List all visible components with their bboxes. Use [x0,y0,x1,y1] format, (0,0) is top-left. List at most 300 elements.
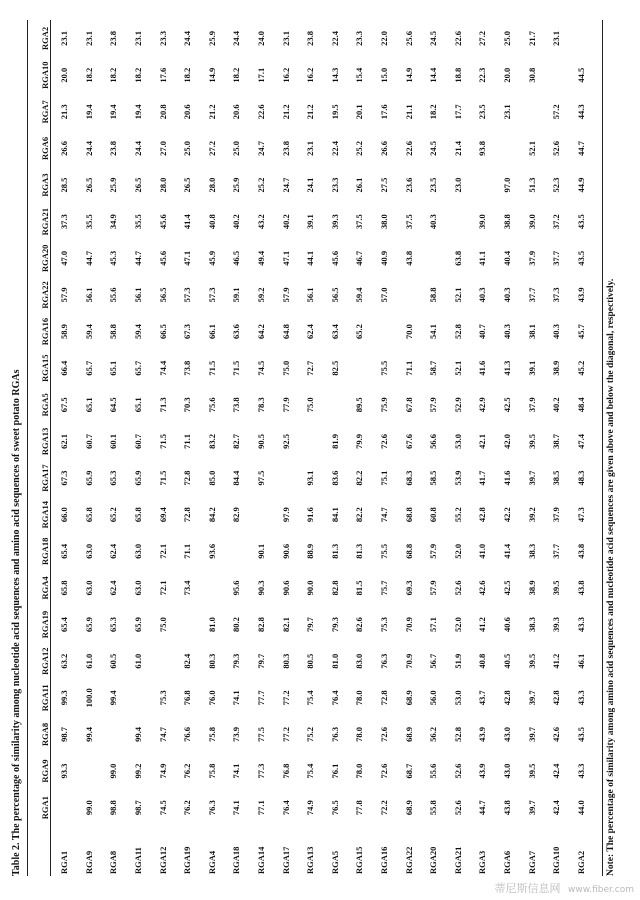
table-cell: 38.9 [526,580,537,596]
table-cell: 41.6 [477,360,488,376]
row-label: RGA12 [157,846,168,874]
table-cell: 64.2 [256,324,267,339]
table-cell: 75.4 [305,763,316,779]
table-cell: 40.3 [501,287,512,303]
table-cell: 65.9 [83,617,94,632]
table-cell: 25.0 [501,31,512,46]
table-cell: 21.4 [452,141,463,156]
table-cell: 90.3 [256,580,267,596]
table-cell: 65.3 [108,470,119,486]
table-row [298,20,323,876]
table-cell: 41.1 [477,250,488,266]
row-label: RGA2 [575,850,586,874]
table-cell: 14.3 [329,67,340,83]
table-cell: 82.5 [329,360,340,376]
table-cell: 25.6 [403,31,414,46]
table-cell: 60.1 [108,434,119,449]
table-cell: 42.2 [501,507,512,523]
table-cell: 27.0 [157,141,168,156]
row-label: RGA3 [477,850,488,874]
table-cell: 58.5 [428,470,439,486]
column-header: RGA2 [40,26,50,51]
table-cell: 65.4 [59,543,70,559]
table-cell: 64.5 [108,397,119,413]
table-cell: 39.7 [526,690,537,706]
table-cell: 55.6 [108,287,119,303]
table-cell: 91.6 [305,507,316,523]
table-cell: 72.8 [182,507,193,523]
table-cell: 39.3 [329,214,340,230]
table-cell: 56.7 [428,653,439,669]
table-cell: 41.6 [501,470,512,486]
table-cell: 22.6 [452,31,463,46]
table-cell: 23.5 [477,104,488,120]
table-cell: 59.4 [133,324,144,339]
table-cell: 26.5 [133,177,144,193]
table-cell: 43.7 [477,690,488,706]
table-cell: 90.5 [256,434,267,449]
table-cell: 75.7 [379,580,390,596]
table-cell: 75.5 [379,543,390,559]
table-cell: 25.9 [206,31,217,46]
table-cell: 85.0 [206,470,217,486]
column-header: RGA4 [40,576,50,600]
table-cell: 38.0 [379,214,390,230]
table-cell: 65.3 [108,617,119,632]
table-cell: 40.8 [206,214,217,230]
table-cell: 98.8 [108,800,119,816]
table-cell: 53.0 [452,690,463,706]
table-cell: 68.8 [403,507,414,523]
table-cell: 82.1 [280,617,291,632]
table-cell: 42.8 [501,690,512,706]
table-cell: 59.4 [83,324,94,339]
table-cell: 41.4 [182,214,193,230]
rotated-table-block [10,10,630,890]
table-cell: 24.4 [133,141,144,156]
table-cell: 37.9 [526,250,537,266]
table-cell: 71.5 [157,470,168,486]
table-cell: 26.6 [59,141,70,156]
table-cell: 56.5 [157,287,168,303]
table-cell: 99.2 [133,763,144,779]
table-cell: 82.4 [182,653,193,669]
table-cell: 56.1 [83,287,94,303]
table-cell: 81.0 [206,617,217,632]
table-corner-header [30,826,52,876]
table-cell: 37.3 [59,214,70,230]
table-cell: 74.5 [256,360,267,376]
table-cell: 46.7 [354,250,365,266]
table-row [52,20,77,876]
table-caption: Table 2. The percentage of similarity among nucleotide acid sequences and amino acid sequences of sweet potato RGAs [11,369,22,876]
table-cell: 97.9 [280,507,291,523]
table-cell: 39.7 [526,727,537,742]
table-row [273,20,298,876]
table-cell: 55.6 [428,763,439,779]
table-cell: 43.8 [403,250,414,266]
table-cell: 45.9 [206,250,217,266]
table-cell: 28.0 [157,177,168,193]
table-row [347,20,372,876]
table-cell: 70.9 [403,653,414,669]
table-cell: 40.2 [280,214,291,230]
diagonal-cell [396,277,421,314]
table-row [126,20,151,876]
table-cell: 52.9 [452,397,463,413]
table-cell: 66.5 [157,324,168,339]
table-cell: 23.0 [452,177,463,193]
table-cell: 57.9 [428,397,439,413]
table-cell: 44.0 [575,800,586,816]
table-cell: 57.3 [182,287,193,303]
table-cell: 15.0 [379,67,390,83]
table-cell: 82.7 [231,434,242,449]
table-cell: 69.3 [403,580,414,596]
table-cell: 43.0 [501,727,512,742]
table-cell: 58.8 [108,324,119,339]
table-cell: 76.3 [329,727,340,742]
row-label: RGA4 [206,850,217,874]
table-cell: 37.9 [551,507,562,523]
table-cell: 46.5 [231,250,242,266]
table-cell: 38.3 [526,617,537,632]
table-cell: 79.9 [354,434,365,449]
table-cell: 54.1 [428,324,439,339]
diagonal-cell [200,570,225,607]
column-header: RGA11 [40,684,50,712]
table-cell: 99.4 [83,727,94,742]
table-cell: 76.8 [280,763,291,779]
table-row [519,20,544,876]
table-cell: 37.7 [551,250,562,266]
table-cell: 80.2 [231,617,242,632]
table-cell: 38.5 [551,470,562,486]
column-header: RGA20 [40,244,50,273]
table-cell: 43.9 [575,287,586,303]
table-cell: 18.2 [182,67,193,83]
row-label: RGA7 [526,850,537,874]
table-cell: 65.1 [108,360,119,376]
table-cell: 52.1 [452,287,463,303]
table-cell: 65.8 [59,580,70,596]
table-cell: 77.1 [256,800,267,816]
table-cell: 63.6 [231,324,242,339]
diagonal-cell [77,753,102,790]
table-cell: 63.4 [329,324,340,339]
table-cell: 42.0 [501,434,512,449]
table-cell: 40.2 [551,397,562,413]
table-cell: 63.0 [83,543,94,559]
row-label: RGA19 [182,846,193,874]
table-cell: 73.8 [231,397,242,413]
table-cell: 45.3 [108,250,119,266]
table-cell: 52.0 [452,617,463,632]
table-cell: 39.0 [526,214,537,230]
column-header: RGA14 [40,501,50,529]
table-cell: 17.7 [452,104,463,120]
table-cell: 43.5 [575,250,586,266]
table-cell: 25.9 [231,177,242,193]
table-cell: 43.5 [575,727,586,742]
table-cell: 98.7 [59,727,70,742]
table-cell: 93.8 [477,141,488,156]
diagonal-cell [495,130,520,167]
table-cell: 43.8 [575,580,586,596]
table-cell: 82.9 [231,507,242,523]
table-cell: 18.2 [133,67,144,83]
table-cell: 44.7 [83,250,94,266]
table-cell: 25.0 [231,141,242,156]
table-cell: 19.4 [133,104,144,120]
row-label: RGA5 [329,850,340,874]
similarity-table [30,20,593,876]
table-cell: 81.3 [354,543,365,559]
table-cell: 38.8 [501,214,512,230]
table-cell: 70.0 [403,324,414,339]
table-cell: 65.7 [133,360,144,376]
table-cell: 75.0 [280,360,291,376]
table-cell: 77.9 [280,397,291,413]
table-cell: 19.4 [83,104,94,120]
table-cell: 23.8 [108,31,119,46]
table-cell: 68.9 [403,690,414,706]
table-cell: 53.0 [452,434,463,449]
table-cell: 52.6 [452,763,463,779]
table-cell: 99.4 [133,727,144,742]
table-cell: 42.8 [477,507,488,523]
table-cell: 93.3 [59,763,70,779]
table-cell: 77.8 [354,800,365,816]
table-cell: 90.0 [305,580,316,596]
table-cell: 84.4 [231,470,242,486]
table-cell: 17.1 [256,67,267,83]
table-cell: 44.7 [575,141,586,156]
table-cell: 75.3 [379,617,390,632]
table-cell: 28.0 [206,177,217,193]
table-row [544,20,569,876]
table-cell: 76.2 [182,763,193,779]
table-cell: 39.5 [526,653,537,669]
table-cell: 22.4 [329,141,340,156]
table-cell: 90.6 [280,580,291,596]
table-cell: 97.0 [501,177,512,193]
table-cell: 89.5 [354,397,365,413]
table-row [421,20,446,876]
table-cell: 58.8 [428,287,439,303]
table-cell: 65.2 [108,507,119,523]
table-cell: 68.9 [403,800,414,816]
table-cell: 83.2 [206,434,217,449]
table-cell: 65.2 [354,324,365,339]
table-cell: 56.6 [428,434,439,449]
table-cell: 75.4 [305,690,316,706]
table-cell: 26.5 [83,177,94,193]
column-header: RGA15 [40,354,50,382]
table-cell: 93.1 [305,470,316,486]
table-cell: 93.6 [206,543,217,559]
table-cell: 77.2 [280,727,291,742]
watermark [495,880,635,896]
table-cell: 75.8 [206,727,217,742]
table-cell: 74.1 [231,690,242,706]
table-cell: 18.2 [83,67,94,83]
table-cell: 76.8 [182,690,193,706]
table-cell: 63.0 [133,543,144,559]
table-cell: 44.1 [305,250,316,266]
table-cell: 90.6 [280,543,291,559]
table-cell: 71.1 [182,434,193,449]
table-cell: 57.9 [280,287,291,303]
table-cell: 65.1 [83,397,94,413]
table-row [495,20,520,876]
table-cell: 76.3 [379,653,390,669]
table-cell: 84.1 [329,507,340,523]
table-cell: 43.3 [575,617,586,632]
table-cell: 39.7 [526,800,537,816]
table-cell: 72.1 [157,580,168,596]
table-cell: 99.4 [108,690,119,706]
row-label: RGA21 [452,846,463,874]
table-cell: 42.6 [551,727,562,742]
diagonal-cell [126,680,151,717]
table-row [323,20,348,876]
table-header-row [30,20,52,876]
row-label: RGA16 [379,846,390,874]
table-cell: 81.5 [354,580,365,596]
table-cell: 71.5 [231,360,242,376]
table-cell: 71.5 [157,434,168,449]
row-label: RGA20 [428,846,439,874]
table-cell: 42.9 [477,397,488,413]
table-cell: 65.9 [133,470,144,486]
table-cell: 40.3 [477,287,488,303]
table-cell: 60.7 [133,434,144,449]
table-cell: 58.9 [59,324,70,339]
table-cell: 55.2 [452,507,463,523]
table-cell: 90.1 [256,543,267,559]
table-cell: 80.3 [280,653,291,669]
table-cell: 74.1 [231,800,242,816]
table-cell: 69.4 [157,507,168,523]
row-label: RGA22 [403,846,414,874]
diagonal-cell [446,203,471,240]
table-cell: 66.0 [59,507,70,523]
table-cell: 42.1 [477,434,488,449]
table-cell: 23.1 [501,104,512,120]
table-cell: 24.7 [256,141,267,156]
table-cell: 46.1 [575,653,586,669]
table-cell: 68.3 [403,470,414,486]
table-cell: 79.7 [305,617,316,632]
table-cell: 25.0 [182,141,193,156]
table-cell: 76.4 [280,800,291,816]
diagonal-cell [568,20,593,57]
table-cell: 23.3 [329,177,340,193]
table-cell: 42.4 [551,763,562,779]
table-cell: 52.0 [452,543,463,559]
table-cell: 99.0 [83,800,94,816]
diagonal-cell [347,350,372,387]
table-row [77,20,102,876]
table-cell: 39.1 [305,214,316,230]
row-label: RGA14 [256,846,267,874]
table-cell: 38.1 [526,324,537,339]
column-header: RGA8 [40,722,50,747]
table-cell: 26.1 [354,177,365,193]
table-cell: 43.9 [477,727,488,742]
table-cell: 23.1 [280,31,291,46]
table-cell: 74.9 [157,763,168,779]
table-cell: 57.9 [428,580,439,596]
table-cell: 83.6 [329,470,340,486]
table-cell: 37.7 [551,543,562,559]
row-label: RGA10 [551,846,562,874]
watermark-url: www.fiber.com [568,885,634,895]
table-cell: 45.7 [575,324,586,339]
table-cell: 61.0 [83,653,94,669]
table-cell: 22.0 [379,31,390,46]
table-cell: 72.8 [379,690,390,706]
table-cell: 23.1 [133,31,144,46]
table-cell: 59.2 [256,287,267,303]
table-cell: 20.1 [354,104,365,120]
diagonal-cell [470,167,495,204]
row-label: RGA8 [108,850,119,874]
table-cell: 82.8 [256,617,267,632]
table-cell: 71.1 [403,360,414,376]
table-cell: 63.2 [59,653,70,669]
table-cell: 71.3 [157,397,168,413]
table-row [372,20,397,876]
table-cell: 18.2 [231,67,242,83]
table-cell: 74.5 [157,800,168,816]
table-cell: 40.2 [231,214,242,230]
table-cell: 23.1 [59,31,70,46]
table-row [470,20,495,876]
table-cell: 39.0 [477,214,488,230]
table-cell: 77.2 [280,690,291,706]
diagonal-cell [273,460,298,497]
table-cell: 40.6 [501,617,512,632]
table-cell: 20.8 [157,104,168,120]
table-cell: 24.5 [428,141,439,156]
table-cell: 37.7 [526,287,537,303]
table-cell: 22.3 [477,67,488,83]
table-cell: 21.3 [59,104,70,120]
table-cell: 78.0 [354,690,365,706]
table-cell: 16.2 [280,67,291,83]
table-cell: 44.7 [133,250,144,266]
table-row [150,20,175,876]
row-label: RGA1 [59,850,70,874]
table-cell: 43.8 [501,800,512,816]
table-cell: 72.7 [305,360,316,376]
table-cell: 60.5 [108,653,119,669]
table-cell: 52.3 [551,177,562,193]
table-cell: 39.3 [551,617,562,632]
table-cell: 76.4 [329,690,340,706]
table-cell: 52.1 [452,360,463,376]
table-cell: 75.8 [206,763,217,779]
table-cell: 75.5 [379,360,390,376]
table-cell: 25.2 [256,177,267,193]
table-cell: 62.4 [108,580,119,596]
table-cell: 82.8 [329,580,340,596]
column-header: RGA22 [40,281,50,309]
table-cell: 52.6 [452,800,463,816]
table-row [175,20,200,876]
